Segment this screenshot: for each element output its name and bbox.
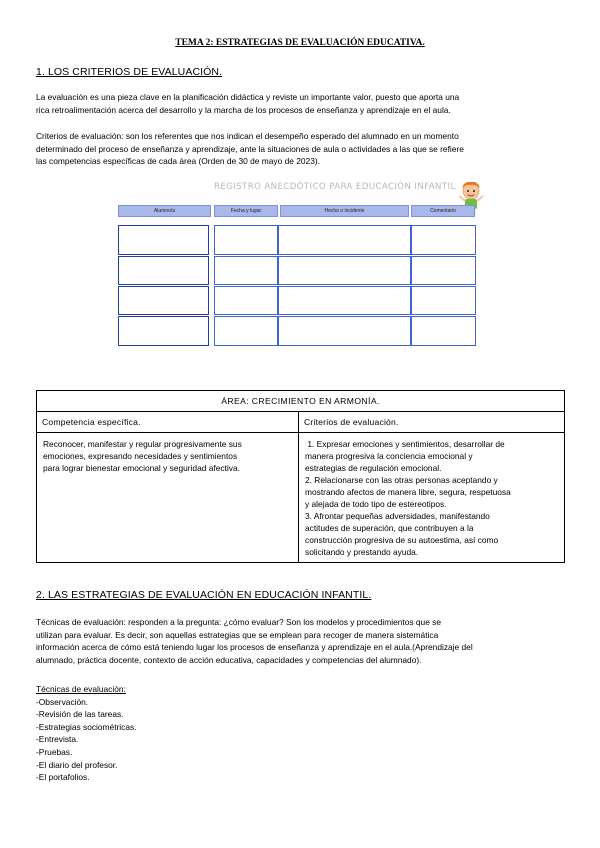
intro-line: rica retroalimentación acerca del desarrollo y la marcha de los procesos de enseñanza y aprendizaje en el aula.: [36, 104, 451, 115]
criterios-line: las competencias específicas de cada área (Orden de 30 de mayo de 2023).: [36, 156, 320, 167]
area-table-title: ÁREA: CRECIMIENTO EN ARMONÍA.: [37, 391, 565, 412]
registro-cell: [214, 286, 278, 315]
criterio-line: solicitando y prestando ayuda.: [305, 547, 419, 557]
tecnicas-line: alumnado, práctica docente, contexto de acción educativa, capacidades y competencias del alumnado).: [36, 654, 422, 665]
registro-anecdotico-image: [112, 180, 490, 358]
registro-title: REGISTRO ANECDÓTICO PARA EDUCACIÓN INFANTIL: [214, 182, 456, 192]
registro-cell: [278, 316, 411, 346]
intro-paragraph: [36, 91, 564, 116]
tecnicas-list: [36, 683, 137, 784]
registro-cell: [118, 225, 209, 255]
registro-cell: [214, 225, 278, 255]
registro-cell: [411, 256, 476, 285]
criterios-paragraph: [36, 130, 564, 168]
list-item: -Observación.: [36, 696, 89, 707]
tecnicas-paragraph: [36, 616, 564, 666]
tecnicas-list-title: Técnicas de evaluación:: [36, 684, 126, 694]
list-item: -El portafolios.: [36, 772, 90, 783]
registro-cell: [118, 256, 209, 285]
criterio-line: y alejada de todo tipo de estereotipos.: [305, 499, 447, 509]
list-item: -Estrategias sociométricas.: [36, 721, 137, 732]
area-table: [36, 390, 565, 563]
registro-cell: [411, 286, 476, 315]
criterio-line: estrategias de regulación emocional.: [305, 463, 442, 473]
section-1-heading: 1. LOS CRITERIOS DE EVALUACIÓN.: [36, 66, 223, 78]
section-2-heading: 2. LAS ESTRATEGIAS DE EVALUACIÓN EN EDUCACIÓN INFANTIL.: [36, 589, 372, 601]
tecnicas-line: información acerca de cómo está teniendo lugar los procesos de enseñanza y aprendizaje en el aula.(Aprendizaje del: [36, 642, 473, 653]
tecnicas-line: Técnicas de evaluación: responden a la pregunta: ¿cómo evaluar? Son los modelos y procedimientos que se: [36, 617, 442, 627]
criterio-line: manera progresiva la conciencia emocional y: [305, 451, 473, 461]
competencia-line: para lograr bienestar emocional y seguridad afectiva.: [43, 463, 240, 473]
registro-cell: [214, 256, 278, 285]
criterio-line: 3. Afrontar pequeñas adversidades, manifestando: [305, 511, 490, 521]
criterio-line: 2. Relacionarse con las otras personas aceptando y: [305, 475, 498, 485]
tecnicas-line: utilizan para evaluar. Es decir, son aquellas estrategias que se emplean para recoger de manera sistemática: [36, 629, 439, 640]
criterios-header: Criterios de evaluación.: [299, 412, 565, 433]
registro-header-fecha: Fecha y lugar: [214, 205, 278, 217]
registro-cell: [411, 225, 476, 255]
registro-cell: [278, 256, 411, 285]
registro-cell: [411, 316, 476, 346]
registro-cell: [278, 225, 411, 255]
criterios-cell: [299, 433, 565, 563]
registro-header-comentario: Comentario: [411, 205, 475, 217]
competencia-line: Reconocer, manifestar y regular progresivamente sus: [43, 439, 242, 449]
intro-line: La evaluación es una pieza clave en la planificación didáctica y reviste un importante valor, puesto que aporta una: [36, 92, 460, 102]
registro-cell: [118, 316, 209, 346]
registro-header-alumno: Alumno/a: [118, 205, 211, 217]
criterios-line: determinado del proceso de enseñanza y aprendizaje, ante la situaciones de aula o actividades a las que se refiere: [36, 143, 464, 154]
competencia-header: Competencia específica.: [37, 412, 299, 433]
registro-cell: [118, 286, 209, 315]
registro-cell: [214, 316, 278, 346]
page-title: TEMA 2: ESTRATEGIAS DE EVALUACIÓN EDUCATIVA.: [175, 38, 425, 48]
competencia-cell: [37, 433, 299, 563]
competencia-line: emociones, expresando necesidades y sentimientos: [43, 451, 238, 461]
criterio-line: mostrando afectos de manera libre, segura, respetuosa: [305, 487, 511, 497]
registro-cell: [278, 286, 411, 315]
list-item: -Entrevista.: [36, 734, 79, 745]
criterio-line: construcción progresiva de su autoestima, así como: [305, 535, 499, 545]
criterio-line: 1. Expresar emociones y sentimientos, desarrollar de: [305, 439, 505, 449]
list-item: -El diario del profesor.: [36, 759, 118, 770]
criterio-line: actitudes de superación, que contribuyen a la: [305, 523, 474, 533]
list-item: -Revisión de las tareas.: [36, 709, 124, 720]
registro-header-hecho: Hecho o incidente: [280, 205, 409, 217]
list-item: -Pruebas.: [36, 746, 73, 757]
criterios-line: Criterios de evaluación: son los referentes que nos indican el desempeño esperado del alumnado en un momento: [36, 131, 459, 141]
